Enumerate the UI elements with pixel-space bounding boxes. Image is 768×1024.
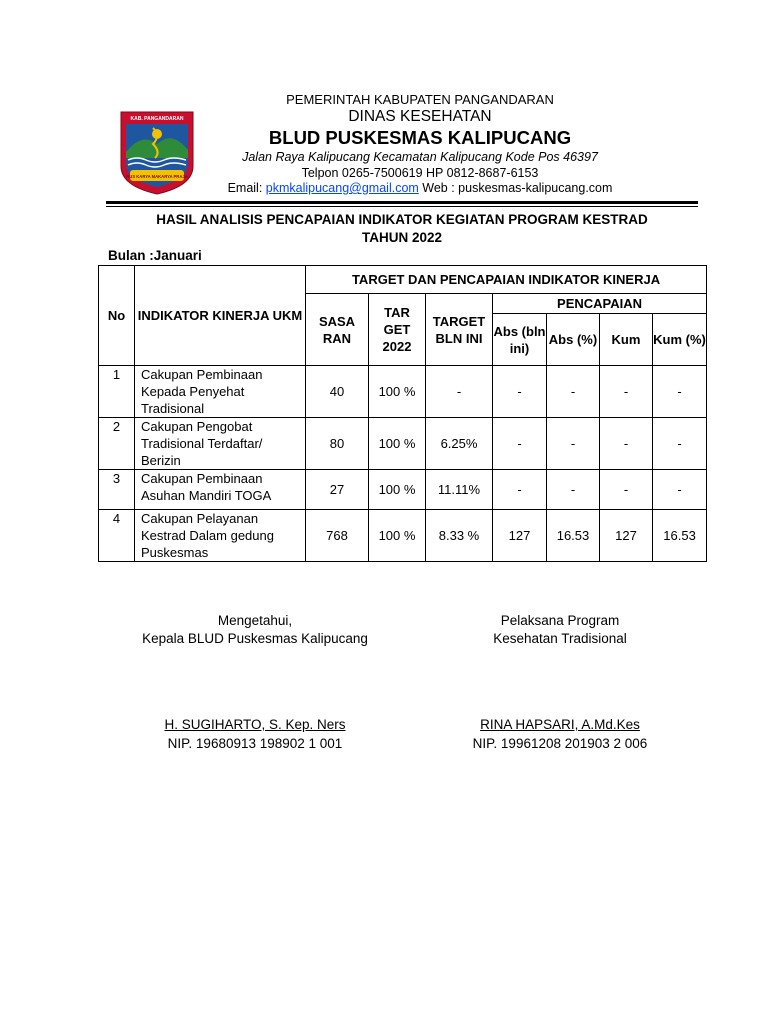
row-no: 4	[99, 510, 135, 562]
svg-text:KAB. PANGANDARAN: KAB. PANGANDARAN	[130, 116, 184, 122]
government-name: PEMERINTAH KABUPATEN PANGANDARAN	[286, 92, 554, 107]
right-sign-position: Kesehatan Tradisional	[493, 631, 627, 646]
contact-line	[210, 181, 630, 195]
row-sasaran: 27	[306, 470, 369, 510]
agency-name: DINAS KESEHATAN	[348, 108, 492, 125]
report-year: TAHUN 2022	[361, 230, 443, 245]
row-abs-pct: 16.53	[547, 510, 600, 562]
letterhead-divider-thin	[106, 206, 698, 207]
svg-text:NUS KARYA MAKARYA PRAJA: NUS KARYA MAKARYA PRAJA	[126, 174, 188, 179]
left-signatory-name: H. SUGIHARTO, S. Kep. Ners	[164, 717, 346, 732]
row-abs-bln: -	[493, 366, 547, 418]
row-kum-pct: -	[653, 418, 707, 470]
website-text: Web : puskesmas-kalipucang.com	[418, 181, 613, 195]
row-kum: -	[600, 470, 653, 510]
report-title: HASIL ANALISIS PENCAPAIAN INDIKATOR KEGIATAN PROGRAM KESTRAD	[156, 212, 648, 227]
row-abs-pct: -	[547, 470, 600, 510]
table-row	[99, 418, 707, 470]
report-month: Bulan :Januari	[108, 248, 202, 263]
row-abs-pct: -	[547, 418, 600, 470]
row-target-bln: 6.25%	[426, 418, 493, 470]
email-label: Email:	[227, 181, 266, 195]
row-no: 2	[99, 418, 135, 470]
row-abs-bln: 127	[493, 510, 547, 562]
regency-emblem-logo	[117, 108, 197, 196]
letterhead-divider-thick	[106, 201, 698, 204]
table-row	[99, 366, 707, 418]
row-target-bln: -	[426, 366, 493, 418]
row-indicator: Cakupan Pembinaan Asuhan Mandiri TOGA	[135, 470, 306, 510]
row-indicator: Cakupan Pelayanan Kestrad Dalam gedung Puskesmas	[135, 510, 306, 562]
header-pencapaian: PENCAPAIAN	[493, 294, 707, 314]
row-no: 1	[99, 366, 135, 418]
row-abs-bln: -	[493, 418, 547, 470]
row-kum-pct: -	[653, 366, 707, 418]
row-kum-pct: -	[653, 470, 707, 510]
header-target-bln: TARGET BLN INI	[426, 294, 493, 366]
row-kum: 127	[600, 510, 653, 562]
left-signatory-nip: NIP. 19680913 198902 1 001	[167, 736, 343, 751]
row-target: 100 %	[369, 366, 426, 418]
right-signatory-name: RINA HAPSARI, A.Md.Kes	[480, 717, 640, 732]
header-sasaran: SASA RAN	[306, 294, 369, 366]
header-abs-pct: Abs (%)	[547, 314, 600, 366]
header-target: TAR GET 2022	[369, 294, 426, 366]
row-indicator: Cakupan Pengobat Tradisional Terdaftar/ Berizin	[135, 418, 306, 470]
right-signatory-nip: NIP. 19961208 201903 2 006	[472, 736, 648, 751]
row-abs-bln: -	[493, 470, 547, 510]
header-kum-pct: Kum (%)	[653, 314, 707, 366]
email-link[interactable]: pkmkalipucang@gmail.com	[265, 181, 419, 195]
row-sasaran: 80	[306, 418, 369, 470]
left-sign-heading: Mengetahui,	[217, 613, 293, 628]
row-target-bln: 11.11%	[426, 470, 493, 510]
row-kum: -	[600, 418, 653, 470]
right-sign-heading: Pelaksana Program	[500, 613, 620, 628]
row-sasaran: 40	[306, 366, 369, 418]
row-target: 100 %	[369, 418, 426, 470]
row-abs-pct: -	[547, 366, 600, 418]
row-no: 3	[99, 470, 135, 510]
indicator-table	[98, 265, 707, 562]
row-target-bln: 8.33 %	[426, 510, 493, 562]
table-row	[99, 470, 707, 510]
table-row	[99, 510, 707, 562]
row-target: 100 %	[369, 470, 426, 510]
left-sign-position: Kepala BLUD Puskesmas Kalipucang	[142, 631, 368, 646]
address-line: Jalan Raya Kalipucang Kecamatan Kalipucang Kode Pos 46397	[242, 150, 598, 164]
header-indicator: INDIKATOR KINERJA UKM	[135, 266, 306, 366]
row-kum: -	[600, 366, 653, 418]
header-target-group: TARGET DAN PENCAPAIAN INDIKATOR KINERJA	[306, 266, 707, 294]
phone-line: Telpon 0265-7500619 HP 0812-8687-6153	[301, 166, 539, 180]
header-kum: Kum	[600, 314, 653, 366]
row-kum-pct: 16.53	[653, 510, 707, 562]
institution-name: BLUD PUSKESMAS KALIPUCANG	[268, 127, 572, 148]
header-abs-bln: Abs (bln ini)	[493, 314, 547, 366]
header-no: No	[99, 266, 135, 366]
row-target: 100 %	[369, 510, 426, 562]
row-sasaran: 768	[306, 510, 369, 562]
row-indicator: Cakupan Pembinaan Kepada Penyehat Tradisional	[135, 366, 306, 418]
